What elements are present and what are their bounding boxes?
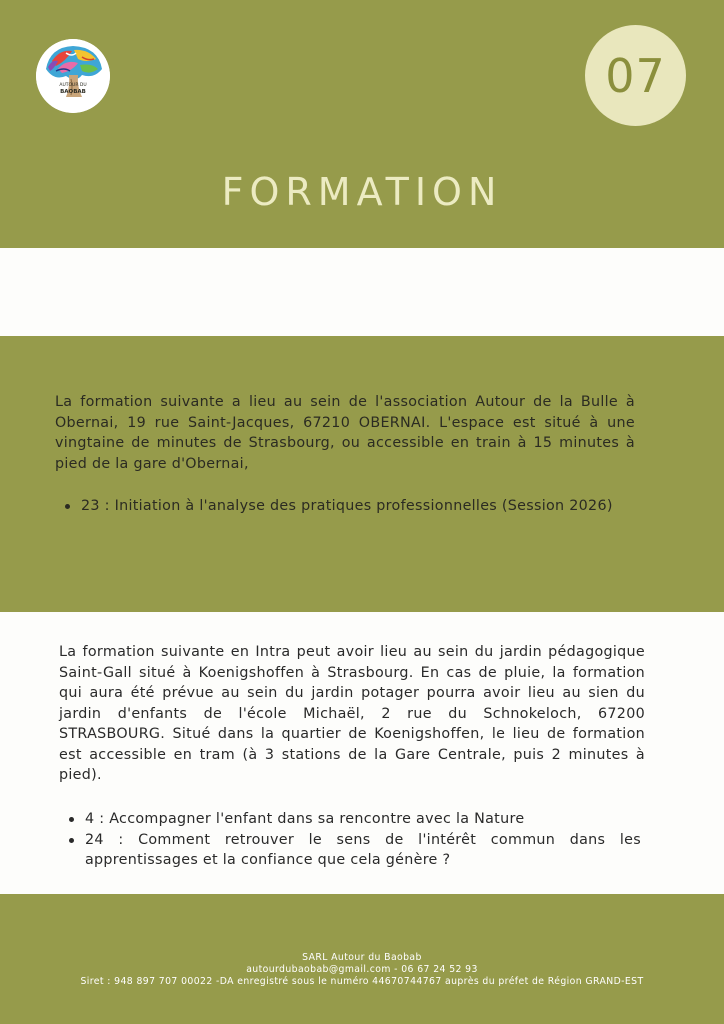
- section-obernai: [0, 336, 724, 612]
- list-item: 24 : Comment retrouver le sens de l'intérêt commun dans les apprentissages et la confiance que cela génère ?: [61, 830, 641, 871]
- baobab-logo: [36, 39, 110, 113]
- section-strasbourg: [0, 612, 724, 894]
- page-number-badge: 07: [585, 25, 686, 126]
- section2-paragraph: La formation suivante en Intra peut avoir lieu au sein du jardin pédagogique Saint-Gall situé à Koenigshoffen à Strasbourg. En cas de pluie, la formation qui aura été prévue au sein du jardin potager pourra avoir lieu au sien du jardin d'enfants de l'école Michaël, 2 rue du Schnokeloch, 67200 STRASBOURG. Situé dans la quartier de Koenigshoffen, le lieu de formation est accessible en tram (à 3 stations de la Gare Centrale, puis 2 minutes à pied).: [59, 644, 645, 783]
- section2-list: [61, 809, 641, 871]
- logo-text-line1: AUTOUR DU: [59, 83, 87, 88]
- footer-band: [0, 894, 724, 1024]
- header-band: [0, 0, 724, 248]
- section1-paragraph: La formation suivante a lieu au sein de l'association Autour de la Bulle à Obernai, 19 rue Saint-Jacques, 67210 OBERNAI. L'espace est situé à une vingtaine de minutes de Strasbourg, ou accessible en train à 15 minutes à pied de la gare d'Obernai,: [55, 394, 635, 472]
- page-title: FORMATION: [221, 170, 503, 214]
- footer-company: SARL Autour du Baobab: [302, 952, 422, 963]
- list-item: 4 : Accompagner l'enfant dans sa rencontre avec la Nature: [61, 809, 641, 830]
- spacer-band: [0, 248, 724, 336]
- footer-legal: Siret : 948 897 707 00022 -DA enregistré sous le numéro 44670744767 auprès du préfet de Région GRAND-EST: [80, 976, 644, 987]
- logo-text: [36, 83, 110, 95]
- logo-text-line2: BAOBAB: [60, 89, 86, 95]
- footer-contact: autourdubaobab@gmail.com - 06 67 24 52 93: [246, 964, 478, 975]
- section1-list: [57, 496, 631, 517]
- list-item: 23 : Initiation à l'analyse des pratiques professionnelles (Session 2026): [57, 496, 631, 517]
